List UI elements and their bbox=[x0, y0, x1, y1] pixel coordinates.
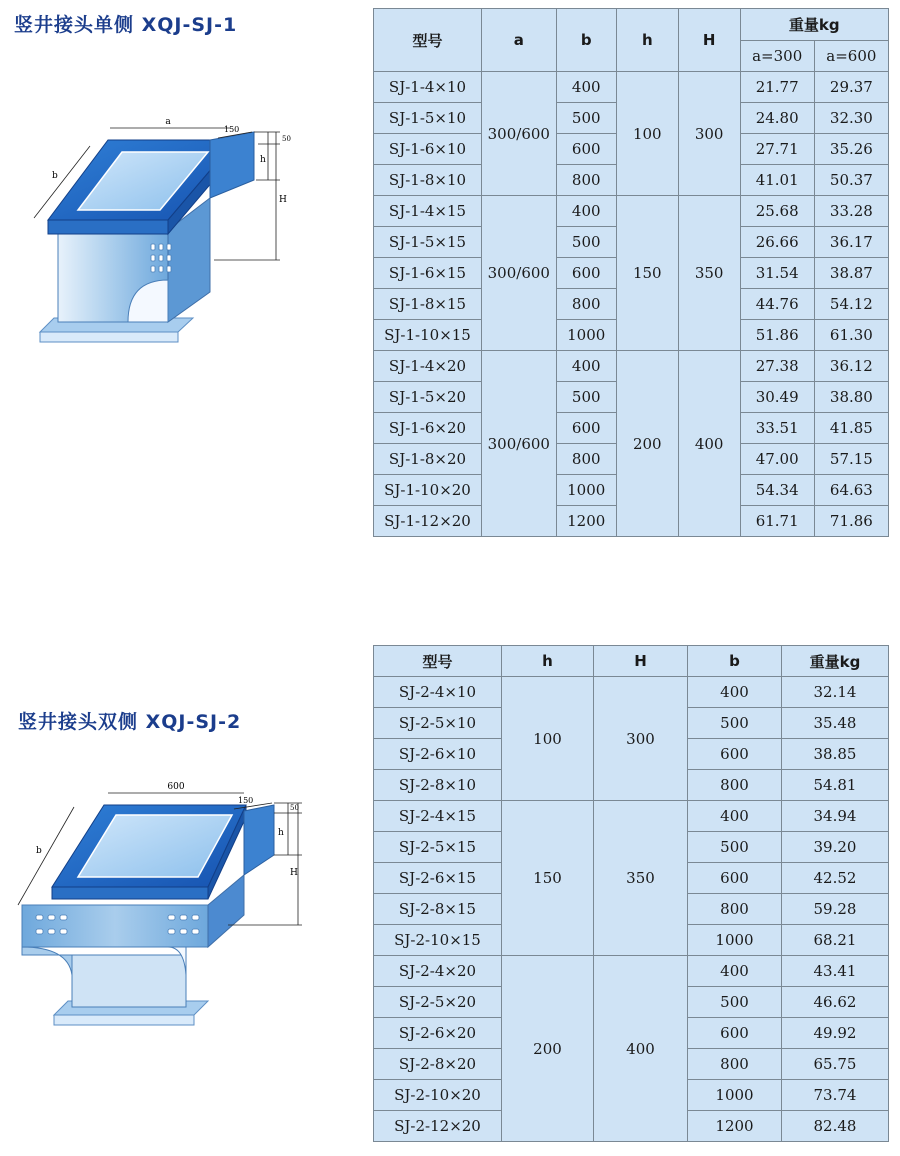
H-cell: 350 bbox=[678, 196, 740, 351]
a-cell: 300/600 bbox=[482, 351, 557, 537]
weight-a600-cell: 57.15 bbox=[814, 444, 888, 475]
header-model: 型号 bbox=[374, 9, 482, 72]
dim-150-label-2: 150 bbox=[238, 796, 254, 805]
weight-cell: 43.41 bbox=[782, 956, 889, 987]
model-cell: SJ-1-10×15 bbox=[374, 320, 482, 351]
weight-a600-cell: 64.63 bbox=[814, 475, 888, 506]
model-cell: SJ-1-4×10 bbox=[374, 72, 482, 103]
table-row bbox=[374, 196, 889, 227]
weight-a600-cell: 71.86 bbox=[814, 506, 888, 537]
h-cell: 150 bbox=[616, 196, 678, 351]
weight-a600-cell: 50.37 bbox=[814, 165, 888, 196]
b-cell: 1000 bbox=[688, 925, 782, 956]
model-cell: SJ-1-6×20 bbox=[374, 413, 482, 444]
header-weight-a300: a=300 bbox=[740, 41, 814, 72]
b-cell: 800 bbox=[556, 444, 616, 475]
model-cell: SJ-1-4×15 bbox=[374, 196, 482, 227]
dim-b-label: b bbox=[52, 171, 58, 181]
h-cell: 200 bbox=[502, 956, 594, 1142]
model-cell: SJ-1-4×20 bbox=[374, 351, 482, 382]
dim-H-label-2: H bbox=[290, 868, 298, 878]
weight-cell: 65.75 bbox=[782, 1049, 889, 1080]
weight-cell: 32.14 bbox=[782, 677, 889, 708]
weight-a600-cell: 32.30 bbox=[814, 103, 888, 134]
model-cell: SJ-2-8×15 bbox=[374, 894, 502, 925]
weight-cell: 46.62 bbox=[782, 987, 889, 1018]
weight-a600-cell: 41.85 bbox=[814, 413, 888, 444]
b-cell: 400 bbox=[688, 956, 782, 987]
weight-a300-cell: 21.77 bbox=[740, 72, 814, 103]
model-cell: SJ-1-5×15 bbox=[374, 227, 482, 258]
weight-a600-cell: 29.37 bbox=[814, 72, 888, 103]
weight-cell: 42.52 bbox=[782, 863, 889, 894]
model-cell: SJ-1-12×20 bbox=[374, 506, 482, 537]
H-cell: 400 bbox=[678, 351, 740, 537]
b-cell: 600 bbox=[688, 1018, 782, 1049]
weight-a600-cell: 38.87 bbox=[814, 258, 888, 289]
model-cell: SJ-2-4×10 bbox=[374, 677, 502, 708]
weight-a300-cell: 44.76 bbox=[740, 289, 814, 320]
b-cell: 800 bbox=[556, 165, 616, 196]
h-cell: 200 bbox=[616, 351, 678, 537]
header-H-2: H bbox=[594, 646, 688, 677]
section2-title: 竖井接头双侧 XQJ-SJ-2 bbox=[18, 711, 242, 733]
section1-title: 竖井接头单侧 XQJ-SJ-1 bbox=[14, 14, 238, 36]
model-cell: SJ-2-10×15 bbox=[374, 925, 502, 956]
weight-a300-cell: 30.49 bbox=[740, 382, 814, 413]
table-row bbox=[374, 801, 889, 832]
weight-a300-cell: 24.80 bbox=[740, 103, 814, 134]
weight-a600-cell: 36.12 bbox=[814, 351, 888, 382]
b-cell: 1200 bbox=[556, 506, 616, 537]
header-h-2: h bbox=[502, 646, 594, 677]
a-cell: 300/600 bbox=[482, 72, 557, 196]
b-cell: 500 bbox=[556, 103, 616, 134]
model-cell: SJ-2-12×20 bbox=[374, 1111, 502, 1142]
weight-a600-cell: 33.28 bbox=[814, 196, 888, 227]
weight-a300-cell: 26.66 bbox=[740, 227, 814, 258]
header-H: H bbox=[678, 9, 740, 72]
weight-cell: 54.81 bbox=[782, 770, 889, 801]
model-cell: SJ-1-6×15 bbox=[374, 258, 482, 289]
b-cell: 500 bbox=[688, 987, 782, 1018]
H-cell: 400 bbox=[594, 956, 688, 1142]
b-cell: 500 bbox=[556, 382, 616, 413]
model-cell: SJ-2-5×15 bbox=[374, 832, 502, 863]
b-cell: 600 bbox=[556, 258, 616, 289]
weight-a300-cell: 27.38 bbox=[740, 351, 814, 382]
weight-a300-cell: 61.71 bbox=[740, 506, 814, 537]
b-cell: 600 bbox=[556, 134, 616, 165]
model-cell: SJ-2-8×20 bbox=[374, 1049, 502, 1080]
weight-a600-cell: 38.80 bbox=[814, 382, 888, 413]
b-cell: 400 bbox=[556, 351, 616, 382]
b-cell: 400 bbox=[688, 801, 782, 832]
header-weight: 重量kg bbox=[740, 9, 888, 41]
weight-cell: 38.85 bbox=[782, 739, 889, 770]
b-cell: 1000 bbox=[688, 1080, 782, 1111]
weight-cell: 82.48 bbox=[782, 1111, 889, 1142]
table-row bbox=[374, 677, 889, 708]
weight-a300-cell: 27.71 bbox=[740, 134, 814, 165]
model-cell: SJ-1-8×20 bbox=[374, 444, 482, 475]
model-cell: SJ-2-6×15 bbox=[374, 863, 502, 894]
model-cell: SJ-2-6×20 bbox=[374, 1018, 502, 1049]
dim-50-label: 50 bbox=[282, 135, 291, 143]
a-cell: 300/600 bbox=[482, 196, 557, 351]
b-cell: 800 bbox=[688, 770, 782, 801]
dim-h-label: h bbox=[260, 155, 266, 165]
dim-150-label: 150 bbox=[224, 125, 240, 134]
b-cell: 800 bbox=[688, 1049, 782, 1080]
weight-a600-cell: 35.26 bbox=[814, 134, 888, 165]
b-cell: 500 bbox=[688, 708, 782, 739]
model-cell: SJ-2-8×10 bbox=[374, 770, 502, 801]
weight-cell: 68.21 bbox=[782, 925, 889, 956]
weight-a300-cell: 51.86 bbox=[740, 320, 814, 351]
model-cell: SJ-2-5×10 bbox=[374, 708, 502, 739]
model-cell: SJ-1-6×10 bbox=[374, 134, 482, 165]
b-cell: 400 bbox=[556, 196, 616, 227]
b-cell: 800 bbox=[688, 894, 782, 925]
weight-a300-cell: 31.54 bbox=[740, 258, 814, 289]
model-cell: SJ-1-8×15 bbox=[374, 289, 482, 320]
header-weight-a600: a=600 bbox=[814, 41, 888, 72]
dim-600-label: 600 bbox=[167, 782, 185, 792]
weight-a300-cell: 33.51 bbox=[740, 413, 814, 444]
dim-b-label-2: b bbox=[36, 846, 42, 856]
weight-cell: 59.28 bbox=[782, 894, 889, 925]
b-cell: 1000 bbox=[556, 320, 616, 351]
b-cell: 800 bbox=[556, 289, 616, 320]
dim-50-label-2: 50 bbox=[290, 804, 299, 812]
b-cell: 600 bbox=[688, 739, 782, 770]
header-b: b bbox=[556, 9, 616, 72]
b-cell: 600 bbox=[556, 413, 616, 444]
single-side-joint-drawing bbox=[18, 110, 318, 360]
table-row bbox=[374, 72, 889, 103]
header-a: a bbox=[482, 9, 557, 72]
weight-a600-cell: 61.30 bbox=[814, 320, 888, 351]
dim-h-label-2: h bbox=[278, 828, 284, 838]
weight-a300-cell: 25.68 bbox=[740, 196, 814, 227]
xqj-sj-1-spec-table bbox=[373, 8, 889, 537]
b-cell: 1000 bbox=[556, 475, 616, 506]
header-model-2: 型号 bbox=[374, 646, 502, 677]
H-cell: 300 bbox=[594, 677, 688, 801]
model-cell: SJ-1-5×20 bbox=[374, 382, 482, 413]
model-cell: SJ-2-4×15 bbox=[374, 801, 502, 832]
h-cell: 150 bbox=[502, 801, 594, 956]
model-cell: SJ-1-8×10 bbox=[374, 165, 482, 196]
b-cell: 500 bbox=[556, 227, 616, 258]
weight-cell: 35.48 bbox=[782, 708, 889, 739]
b-cell: 400 bbox=[556, 72, 616, 103]
weight-a300-cell: 54.34 bbox=[740, 475, 814, 506]
weight-cell: 39.20 bbox=[782, 832, 889, 863]
dim-a-label: a bbox=[165, 117, 171, 127]
weight-cell: 49.92 bbox=[782, 1018, 889, 1049]
weight-a600-cell: 54.12 bbox=[814, 289, 888, 320]
model-cell: SJ-2-10×20 bbox=[374, 1080, 502, 1111]
H-cell: 300 bbox=[678, 72, 740, 196]
model-cell: SJ-2-6×10 bbox=[374, 739, 502, 770]
weight-a300-cell: 41.01 bbox=[740, 165, 814, 196]
b-cell: 400 bbox=[688, 677, 782, 708]
header-weight-2: 重量kg bbox=[782, 646, 889, 677]
xqj-sj-2-spec-table bbox=[373, 645, 889, 1142]
model-cell: SJ-2-5×20 bbox=[374, 987, 502, 1018]
model-cell: SJ-1-5×10 bbox=[374, 103, 482, 134]
weight-cell: 73.74 bbox=[782, 1080, 889, 1111]
b-cell: 1200 bbox=[688, 1111, 782, 1142]
h-cell: 100 bbox=[616, 72, 678, 196]
model-cell: SJ-2-4×20 bbox=[374, 956, 502, 987]
weight-a300-cell: 47.00 bbox=[740, 444, 814, 475]
b-cell: 600 bbox=[688, 863, 782, 894]
weight-cell: 34.94 bbox=[782, 801, 889, 832]
header-h: h bbox=[616, 9, 678, 72]
double-side-joint-drawing bbox=[8, 775, 308, 1035]
H-cell: 350 bbox=[594, 801, 688, 956]
h-cell: 100 bbox=[502, 677, 594, 801]
model-cell: SJ-1-10×20 bbox=[374, 475, 482, 506]
b-cell: 500 bbox=[688, 832, 782, 863]
table-row bbox=[374, 956, 889, 987]
dim-H-label: H bbox=[279, 195, 287, 205]
header-b-2: b bbox=[688, 646, 782, 677]
table-row bbox=[374, 351, 889, 382]
weight-a600-cell: 36.17 bbox=[814, 227, 888, 258]
